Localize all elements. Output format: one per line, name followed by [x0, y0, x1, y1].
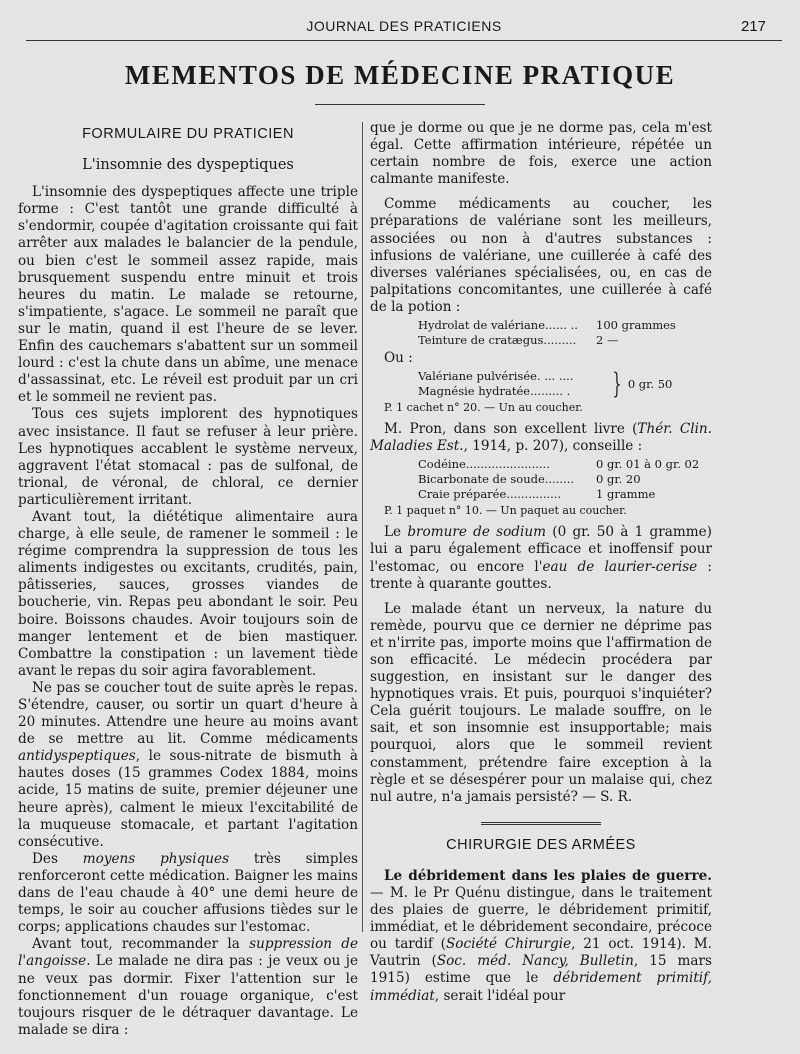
formula-line: Craie préparée............... 1 gramme: [418, 487, 656, 502]
paragraph: M. Pron, dans son excellent livre (Thér. Clin. Maladies Est., 1914, p. 207), conseille :: [370, 421, 712, 455]
formula-potion: [370, 318, 712, 348]
left-column: [18, 120, 358, 1039]
paragraph: que je dorme ou que je ne dorme pas, cela m'est égal. Cette affirmation intérieure, répétée un certain nombre de fois, exerce une action calmante manifeste.: [370, 120, 712, 188]
article-title: MEMENTOS DE MÉDECINE PRATIQUE: [124, 60, 676, 90]
paragraph: Avant tout, la diététique alimentaire aura charge, à elle seule, de ramener le sommeil : le régime comprendra la suppression de tous les aliments indigestes ou excitants, crudités, pain, pâtisseries, sauces, grosses viandes de boucherie, vin. Repas peu abondant le soir. Peu boire. Boissons chaudes. Avoir toujours soin de manger lentement et de bien mastiquer. Combattre la constipation : un lavement tiède avant le repas du soir agira favorablement.: [18, 508, 358, 679]
or-label: Ou :: [384, 350, 413, 367]
formula-qty: 0 gr. 50: [627, 376, 673, 391]
formula-line: Valériane pulvérisée. ... ....: [418, 369, 574, 384]
section-heading: CHIRURGIE DES ARMÉES: [446, 836, 636, 853]
formula-cachet: [370, 369, 712, 399]
paragraph: Ne pas se coucher tout de suite après le repas. S'étendre, causer, ou sortir un quart d'heure à 20 minutes. Attendre une heure au moins avant de se mettre au lit. Comme médicaments antidyspeptiques, le sous-nitrate de bismuth à hautes doses (15 grammes Codex 1884, moins acide, 15 matins de suite, premier déjeuner une heure après), calment le mieux l'excitabilité de la muqueuse stomacale, et partant l'agitation consécutive.: [18, 679, 358, 850]
formula-line: Codéine....................... 0 gr. 01 à 0 gr. 02: [418, 457, 700, 472]
paragraph: Comme médicaments au coucher, les préparations de valériane sont les meilleurs, associées ou non à d'autres substances : infusions de valériane, une cuillerée à café des diverses valérianes spécialisées, ou, en cas de palpitations concomitantes, une cuillerée à café de la potion :: [370, 196, 712, 315]
prescription-note: P. 1 cachet n° 20. — Un au coucher.: [384, 401, 583, 415]
subsection-heading: L'insomnie des dyspeptiques: [82, 157, 294, 174]
formula-line: Teinture de cratægus......... 2 —: [418, 333, 619, 348]
page-number: 217: [740, 18, 766, 35]
section-divider: [481, 822, 601, 825]
running-header: [26, 10, 782, 41]
paragraph: Le malade étant un nerveux, la nature du remède, pourvu que ce dernier ne déprime pas et n'irrite pas, importe moins que l'affirmation de son efficacité. Le médecin procédera par suggestion, en insistant sur le danger des hypnotiques vrais. Et puis, pourquoi s'inquiéter? Cela guérit toujours. Le malade souffre, on le sait, et son insomnie est insupportable; mais pourquoi, alors que le sommeil revient constamment, prétendre faire exception à la règle et se désespérer pour un malaise qui, chez nul autre, n'a jamais persisté? — S. R.: [370, 600, 712, 805]
formula-pron: [370, 457, 712, 502]
formula-line: Hydrolat de valériane...... .. 100 grammes: [418, 318, 676, 333]
right-column: [370, 120, 712, 1005]
paragraph: Le bromure de sodium (0 gr. 50 à 1 gramme) lui a paru également efficace et inoffensif pour l'estomac, ou encore l'eau de laurier-cerise : trente à quarante gouttes.: [370, 524, 712, 592]
paragraph: Le débridement dans les plaies de guerre. — M. le Pr Quénu distingue, dans le traitement des plaies de guerre, le débridement primitif, immédiat, et le débridement secondaire, précoce ou tardif (Société Chirurgie, 21 oct. 1914). M. Vautrin (Soc. méd. Nancy, Bulletin, 15 mars 1915) estime que le débridement primitif, immédiat, serait l'idéal pour: [370, 867, 713, 1004]
prescription-note: P. 1 paquet n° 10. — Un paquet au coucher.: [384, 504, 627, 518]
section-heading: FORMULAIRE DU PRATICIEN: [82, 126, 294, 142]
formula-line: Bicarbonate de soude........ 0 gr. 20: [418, 472, 641, 487]
paragraph: Avant tout, recommander la suppression de l'angoisse. Le malade ne dira pas : je veux ou je ne veux pas dormir. Fixer l'attention sur le fonctionnement d'un rouage organique, c'est toujours risquer de le détraquer davantage. Le malade se dira :: [18, 936, 358, 1038]
column-divider: [362, 122, 363, 932]
paragraph: L'insomnie des dyspeptiques affecte une triple forme : C'est tantôt une grande difficulté à s'endormir, coupée d'agitation croissante qui fait arrêter aux malades le balancier de la pendule, ou bien c'est le sommeil assez rapide, mais brusquement suspendu entre minuit et trois heures du matin. Le malade se retourne, s'impatiente, s'agace. Le sommeil ne paraît que sur le matin, quand il est l'heure de se lever. Enfin des cauchemars s'abattent sur un sommeil lourd : c'est la chute dans un abîme, une menace d'assassinat, etc. Le réveil est produit par un cri et le sommeil ne revient pas.: [18, 184, 358, 406]
paragraph: Des moyens physiques très simples renforceront cette médication. Baigner les mains dans de l'eau chaude à 40° une demi heure de temps, le soir au coucher affusions tièdes sur le corps; applications chaudes sur l'estomac.: [18, 850, 358, 936]
paragraph: Tous ces sujets implorent des hypnotiques avec insistance. Il faut se refuser à leur prière. Les hypnotiques accablent le système nerveux, aggravent l'état stomacal : pas de sulfonal, de trional, de véronal, de chloral, ce dernier particulièrement irritant.: [18, 406, 358, 508]
title-rule: [315, 104, 485, 105]
journal-title: JOURNAL DES PRATICIENS: [306, 18, 502, 34]
brace: }: [612, 367, 622, 401]
formula-line: Magnésie hydratée......... .: [418, 384, 571, 399]
